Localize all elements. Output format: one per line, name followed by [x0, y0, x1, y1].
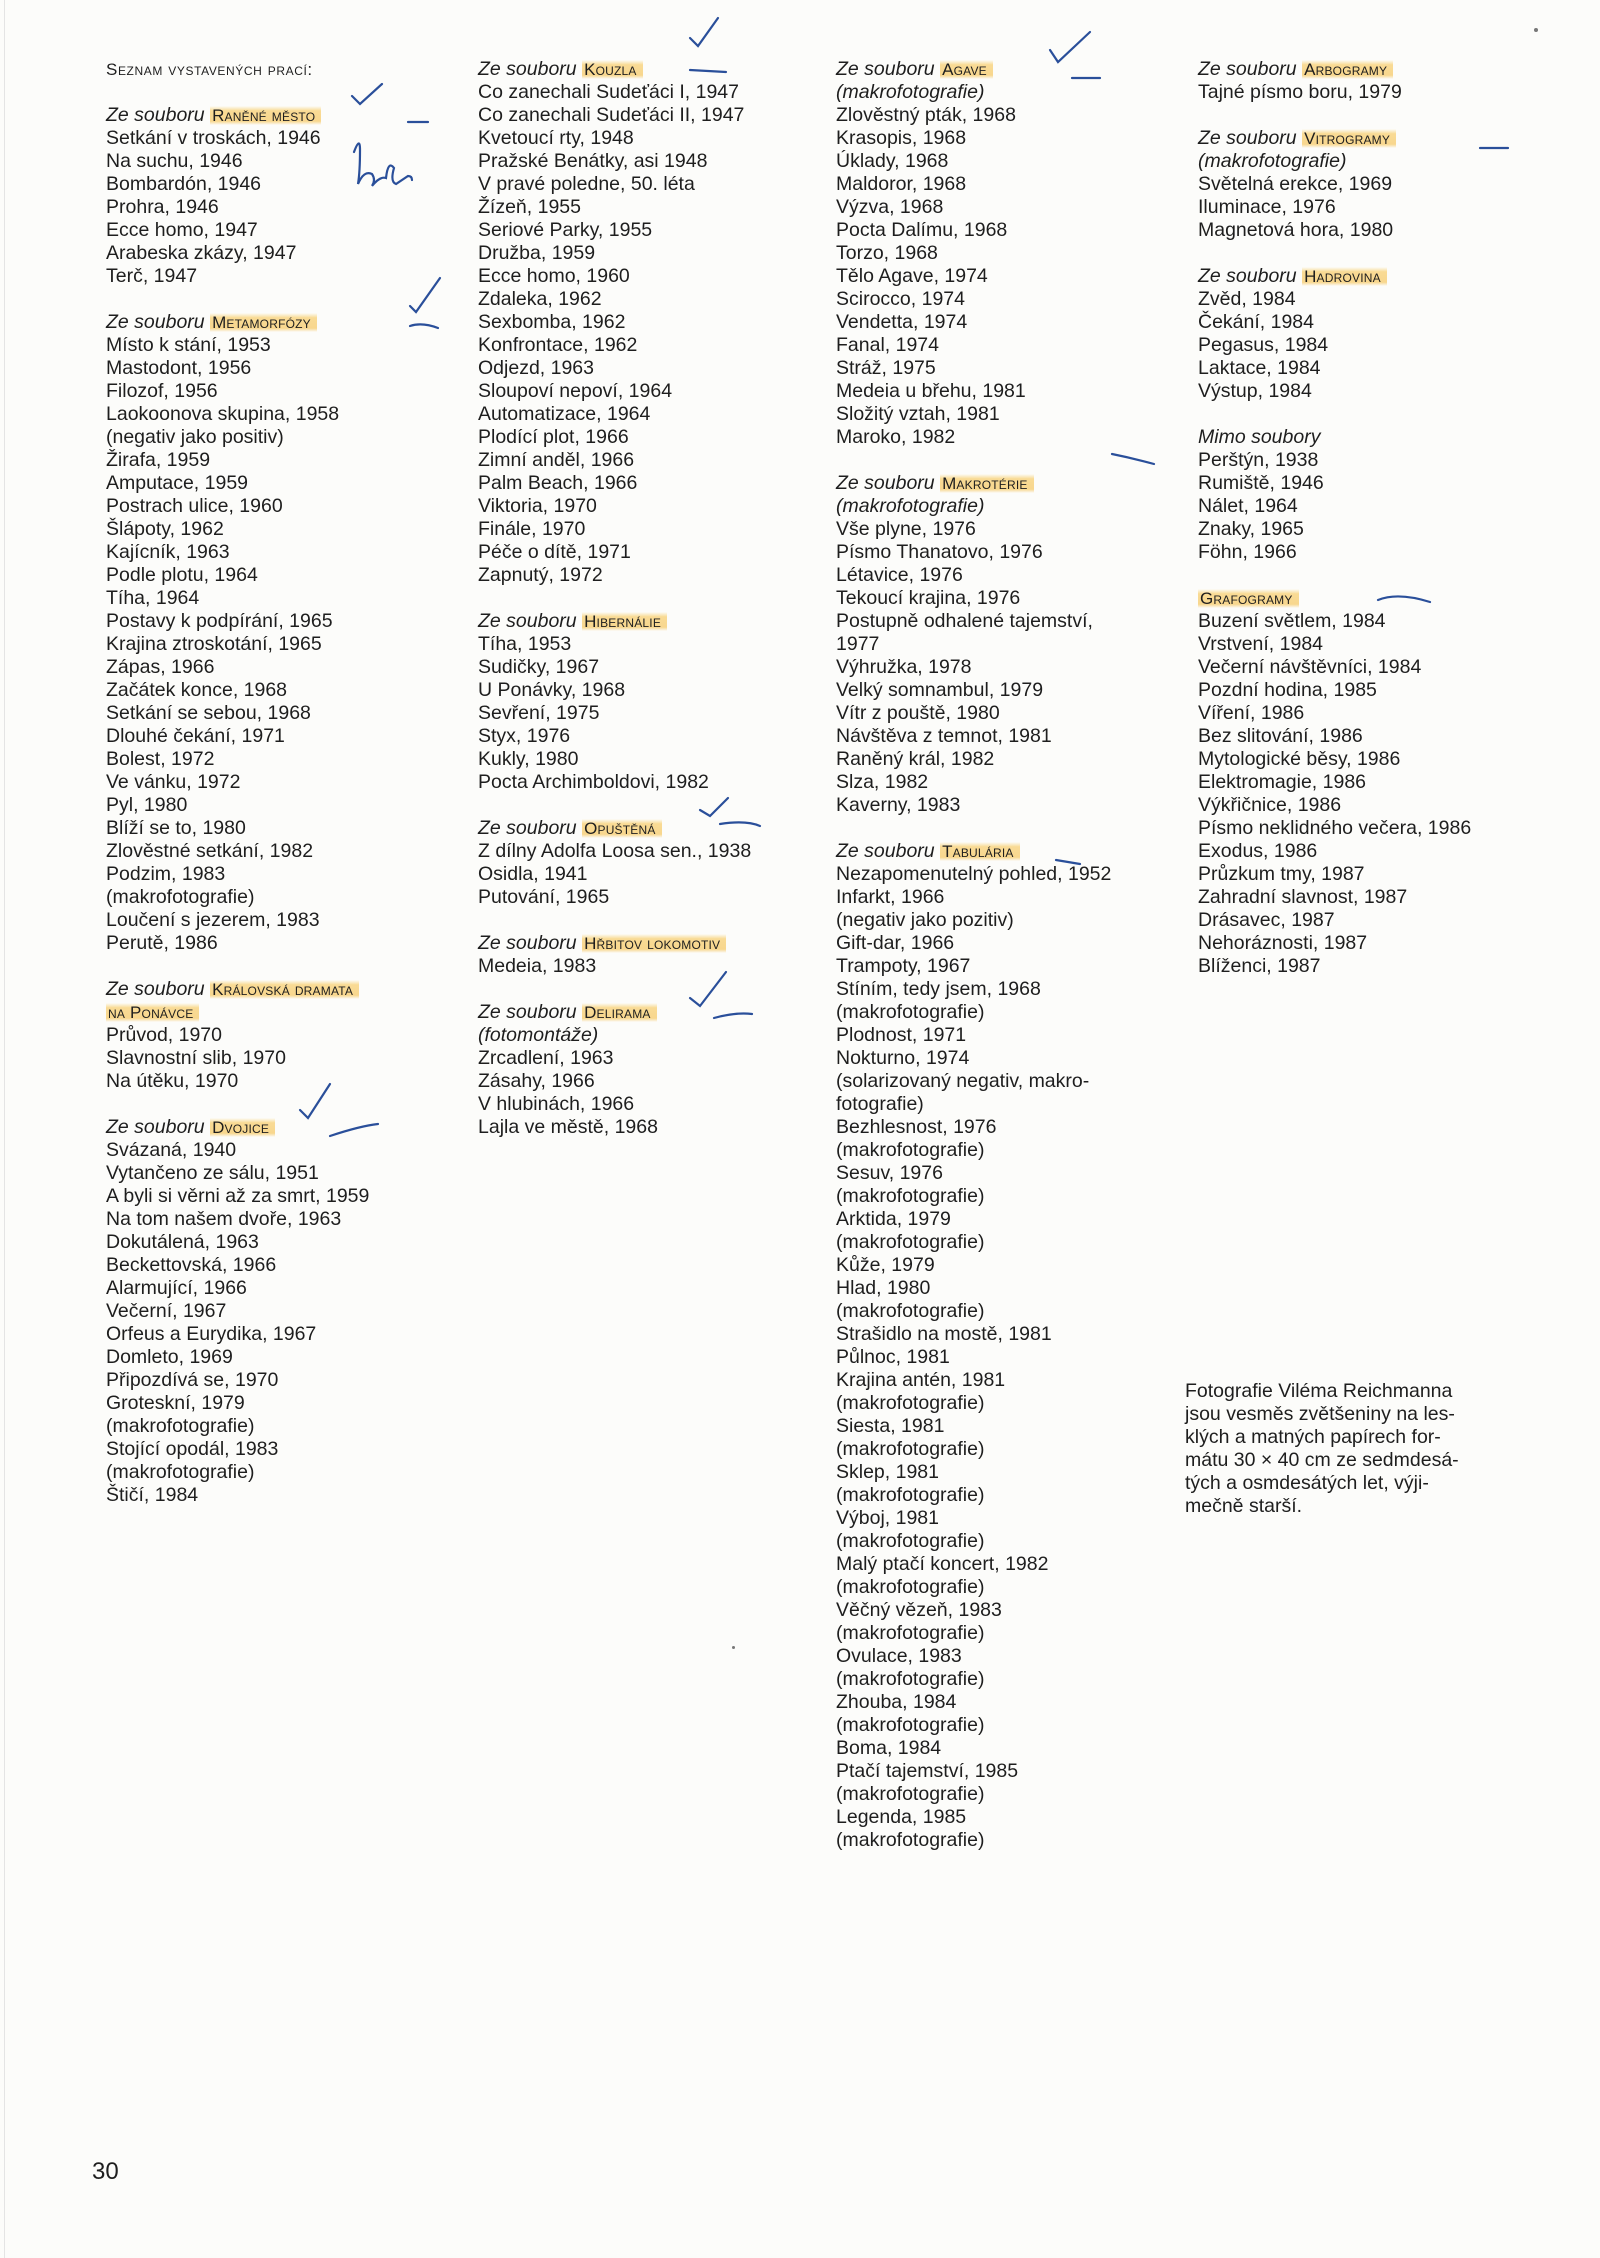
list-item: Loučení s jezerem, 1983: [106, 909, 320, 931]
list-item: (makrofotografie): [836, 1783, 985, 1805]
list-item: Stíním, tedy jsem, 1968: [836, 978, 1041, 1000]
list-item: Podle plotu, 1964: [106, 564, 258, 586]
list-item: Beckettovská, 1966: [106, 1254, 277, 1276]
section-opustena: [478, 817, 751, 909]
list-item: (makrofotografie): [836, 1530, 985, 1552]
section-name: Grafogramy: [1198, 589, 1299, 608]
list-item: (makrofotografie): [836, 1139, 985, 1161]
list-item: Zdaleka, 1962: [478, 288, 602, 310]
list-item: Tíha, 1953: [478, 633, 572, 655]
list-item: Ovulace, 1983: [836, 1645, 962, 1667]
dash-2: [410, 324, 438, 328]
section-dvojice: [106, 1116, 369, 1507]
list-item: Věčný vězeň, 1983: [836, 1599, 1002, 1621]
page-edge: [4, 0, 5, 2258]
list-item: Vítr z pouště, 1980: [836, 702, 1000, 724]
list-item: Sudičky, 1967: [478, 656, 600, 678]
list-item: Groteskní, 1979: [106, 1392, 245, 1414]
list-item: Amputace, 1959: [106, 472, 249, 494]
section-metamorfozy: [106, 311, 369, 955]
list-item: Výboj, 1981: [836, 1507, 939, 1529]
list-item: Laokoonova skupina, 1958: [106, 403, 340, 425]
section-prefix: Ze souboru: [836, 58, 941, 80]
list-item: Tajné písmo boru, 1979: [1198, 81, 1402, 103]
list-item: Medeia, 1983: [478, 955, 597, 977]
list-item: (makrofotografie): [836, 1185, 985, 1207]
section-name: Hřbitov lokomotiv: [582, 934, 726, 953]
section-prefix: Ze souboru: [1198, 265, 1303, 287]
list-item: Zlověstný pták, 1968: [836, 104, 1016, 126]
checkmark-2: [410, 278, 440, 312]
list-item: Tíha, 1964: [106, 587, 200, 609]
section-heading: [1198, 265, 1471, 288]
list-item: Slza, 1982: [836, 771, 929, 793]
section-prefix: Ze souboru: [836, 840, 941, 862]
section-hrbitov-lokomotiv: [478, 932, 751, 978]
section-name: Dvojice: [210, 1118, 275, 1137]
list-item: Putování, 1965: [478, 886, 610, 908]
list-item: Finále, 1970: [478, 518, 586, 540]
page-number: 30: [92, 2158, 119, 2185]
section-subtitle: (makrofotografie): [836, 81, 985, 103]
section-name: Raněné město: [210, 106, 321, 125]
list-item: Setkání se sebou, 1968: [106, 702, 311, 724]
section-prefix: Ze souboru: [478, 1001, 583, 1023]
list-item: (makrofotografie): [836, 1668, 985, 1690]
list-item: Ecce homo, 1960: [478, 265, 630, 287]
list-item: Seriové Parky, 1955: [478, 219, 653, 241]
list-item: Slavnostní slib, 1970: [106, 1047, 286, 1069]
section-name: Agave: [940, 60, 993, 79]
section-prefix: Ze souboru: [478, 817, 583, 839]
list-item: Podzim, 1983: [106, 863, 226, 885]
list-item: Elektromagie, 1986: [1198, 771, 1367, 793]
list-item: Prohra, 1946: [106, 196, 219, 218]
list-item: Večerní návštěvníci, 1984: [1198, 656, 1422, 678]
list-item: (makrofotografie): [836, 1300, 985, 1322]
list-item: Zvěd, 1984: [1198, 288, 1296, 310]
list-item: Výhružka, 1978: [836, 656, 972, 678]
footnote: [1185, 1380, 1459, 1518]
section-heading: [478, 1001, 751, 1024]
list-item: Nezapomenutelný pohled, 1952: [836, 863, 1112, 885]
list-item: Medeia u břehu, 1981: [836, 380, 1026, 402]
list-item: Žirafa, 1959: [106, 449, 211, 471]
list-item: Složitý vztah, 1981: [836, 403, 1000, 425]
section-heading: [106, 104, 369, 127]
section-name: Královská dramata: [210, 980, 359, 999]
section-hadrovina: [1198, 265, 1471, 403]
section-prefix: Ze souboru: [1198, 58, 1303, 80]
list-item: fotografie): [836, 1093, 924, 1115]
list-item: Šlápoty, 1962: [106, 518, 224, 540]
list-item: Zásahy, 1966: [478, 1070, 595, 1092]
list-item: Mytologické běsy, 1986: [1198, 748, 1401, 770]
list-item: Arabeska zkázy, 1947: [106, 242, 297, 264]
column-1-sections: [106, 104, 369, 1507]
list-item: Domleto, 1969: [106, 1346, 233, 1368]
section-hibernalie: [478, 610, 751, 794]
list-item: Lajla ve městě, 1968: [478, 1116, 658, 1138]
column-3: [836, 58, 1111, 1852]
list-item: Odjezd, 1963: [478, 357, 595, 379]
list-item: Orfeus a Eurydika, 1967: [106, 1323, 317, 1345]
list-item: Pyl, 1980: [106, 794, 188, 816]
list-item: Světelná erekce, 1969: [1198, 173, 1393, 195]
footnote-line: jsou vesměs zvětšeniny na les-: [1185, 1403, 1455, 1425]
list-item: Buzení světlem, 1984: [1198, 610, 1386, 632]
section-kouzla: [478, 58, 751, 587]
list-item: Blíženci, 1987: [1198, 955, 1321, 977]
list-item: Bez slitování, 1986: [1198, 725, 1363, 747]
list-item: Siesta, 1981: [836, 1415, 945, 1437]
list-item: Nálet, 1964: [1198, 495, 1298, 517]
list-item: Co zanechali Sudeťáci II, 1947: [478, 104, 745, 126]
list-item: Plodnost, 1971: [836, 1024, 967, 1046]
list-item: Zápas, 1966: [106, 656, 215, 678]
section-name: Makrotérie: [940, 474, 1034, 493]
section-heading: [106, 978, 369, 1001]
section-name: Opuštěná: [582, 819, 662, 838]
section-kralovska-dramata: [106, 978, 369, 1093]
section-name: Tabulária: [940, 842, 1020, 861]
list-item: Zapnutý, 1972: [478, 564, 603, 586]
list-item: Mastodont, 1956: [106, 357, 252, 379]
list-item: Kukly, 1980: [478, 748, 579, 770]
section-heading: [1198, 58, 1471, 81]
list-item: Družba, 1959: [478, 242, 596, 264]
list-item: (makrofotografie): [836, 1576, 985, 1598]
list-item: Tělo Agave, 1974: [836, 265, 988, 287]
list-item: Pozdní hodina, 1985: [1198, 679, 1377, 701]
list-item: Setkání v troskách, 1946: [106, 127, 321, 149]
footnote-line: klých a matných papírech for-: [1185, 1426, 1441, 1448]
section-heading: [836, 840, 1111, 863]
footnote-line: tých a osmdesátých let, výji-: [1185, 1472, 1429, 1494]
list-item: Filozof, 1956: [106, 380, 218, 402]
section-subtitle: (makrofotografie): [836, 495, 985, 517]
section-prefix: Ze souboru: [478, 58, 583, 80]
list-item: (negativ jako positiv): [106, 426, 284, 448]
list-item: Průzkum tmy, 1987: [1198, 863, 1365, 885]
list-item: Ecce homo, 1947: [106, 219, 258, 241]
column-4: [1198, 58, 1471, 978]
section-heading: [478, 932, 751, 955]
list-item: Zhouba, 1984: [836, 1691, 957, 1713]
list-item: Palm Beach, 1966: [478, 472, 638, 494]
list-title: Seznam vystavených prací:: [106, 60, 313, 79]
list-item: Písmo Thanatovo, 1976: [836, 541, 1043, 563]
list-item: Legenda, 1985: [836, 1806, 967, 1828]
speck-2: [732, 1646, 735, 1649]
section-prefix: Ze souboru: [836, 472, 941, 494]
list-item: (makrofotografie): [106, 1415, 255, 1437]
list-item: Na útěku, 1970: [106, 1070, 239, 1092]
list-item: Štičí, 1984: [106, 1484, 199, 1506]
section-name: Kouzla: [582, 60, 643, 79]
list-item: V hlubinách, 1966: [478, 1093, 635, 1115]
section-prefix: Ze souboru: [478, 610, 583, 632]
section-subtitle: (makrofotografie): [1198, 150, 1347, 172]
section-subtitle: (fotomontáže): [478, 1024, 599, 1046]
list-item: Nehoráznosti, 1987: [1198, 932, 1368, 954]
column-2: [478, 58, 751, 1139]
list-item: Terč, 1947: [106, 265, 198, 287]
list-item: Infarkt, 1966: [836, 886, 945, 908]
list-item: Tekoucí krajina, 1976: [836, 587, 1021, 609]
list-item: Malý ptačí koncert, 1982: [836, 1553, 1049, 1575]
list-item: Raněný král, 1982: [836, 748, 995, 770]
list-item: Blíží se to, 1980: [106, 817, 246, 839]
list-item: Úklady, 1968: [836, 150, 949, 172]
section-prefix: Ze souboru: [106, 978, 211, 1000]
footnote-line: mečně starší.: [1185, 1495, 1303, 1517]
list-item: Gift-dar, 1966: [836, 932, 955, 954]
section-heading: [478, 817, 751, 840]
list-item: Konfrontace, 1962: [478, 334, 638, 356]
section-mimo-soubory: [1198, 426, 1471, 564]
list-item: 1977: [836, 633, 880, 655]
list-item: Krajina antén, 1981: [836, 1369, 1006, 1391]
list-item: Strašidlo na mostě, 1981: [836, 1323, 1052, 1345]
list-item: (makrofotografie): [836, 1829, 985, 1851]
list-item: Zahradní slavnost, 1987: [1198, 886, 1408, 908]
list-item: Začátek konce, 1968: [106, 679, 288, 701]
list-item: Sexbomba, 1962: [478, 311, 626, 333]
list-item: (makrofotografie): [836, 1622, 985, 1644]
list-item: Hlad, 1980: [836, 1277, 931, 1299]
section-arbogramy: [1198, 58, 1471, 104]
list-item: Bombardón, 1946: [106, 173, 262, 195]
list-item: (makrofotografie): [106, 886, 255, 908]
section-heading: [836, 472, 1111, 495]
list-item: Bezhlesnost, 1976: [836, 1116, 997, 1138]
list-item: Na suchu, 1946: [106, 150, 243, 172]
list-item: Postavy k podpírání, 1965: [106, 610, 333, 632]
list-item: Pegasus, 1984: [1198, 334, 1329, 356]
section-name: Metamorfózy: [210, 313, 317, 332]
section-tabularia: [836, 840, 1111, 1852]
section-name: Delirama: [582, 1003, 657, 1022]
list-item: Návštěva z temnot, 1981: [836, 725, 1052, 747]
list-item: Stráž, 1975: [836, 357, 936, 379]
list-item: (makrofotografie): [836, 1392, 985, 1414]
list-item: Stojící opodál, 1983: [106, 1438, 279, 1460]
list-item: Sklep, 1981: [836, 1461, 939, 1483]
list-item: Žízeň, 1955: [478, 196, 581, 218]
list-item: Exodus, 1986: [1198, 840, 1318, 862]
list-item: Arktida, 1979: [836, 1208, 951, 1230]
list-item: Výzva, 1968: [836, 196, 944, 218]
section-name: Arbogramy: [1302, 60, 1393, 79]
list-item: Perštýn, 1938: [1198, 449, 1319, 471]
list-item: Magnetová hora, 1980: [1198, 219, 1394, 241]
list-item: Zrcadlení, 1963: [478, 1047, 614, 1069]
list-item: Víření, 1986: [1198, 702, 1305, 724]
list-item: Místo k stání, 1953: [106, 334, 271, 356]
section-heading: [1198, 587, 1471, 610]
list-item: Osidla, 1941: [478, 863, 588, 885]
section-name: Hibernálie: [582, 612, 667, 631]
list-item: Vše plyne, 1976: [836, 518, 976, 540]
list-item: Viktoria, 1970: [478, 495, 597, 517]
section-prefix: Ze souboru: [106, 311, 211, 333]
list-item: Dlouhé čekání, 1971: [106, 725, 285, 747]
section-heading: [1198, 127, 1471, 150]
section-name: Hadrovina: [1302, 267, 1387, 286]
checkmark-4: [690, 18, 718, 46]
section-heading: Mimo soubory: [1198, 426, 1321, 448]
list-item: Sevření, 1975: [478, 702, 600, 724]
list-item: Fanal, 1974: [836, 334, 939, 356]
list-item: Maroko, 1982: [836, 426, 956, 448]
list-item: Rumiště, 1946: [1198, 472, 1324, 494]
section-prefix: Ze souboru: [106, 1116, 211, 1138]
section-name: Vitrogramy: [1302, 129, 1396, 148]
list-item: Písmo neklidného večera, 1986: [1198, 817, 1472, 839]
dash-9: [1112, 454, 1154, 464]
section-ranene-mesto: [106, 104, 369, 288]
list-item: Kaverny, 1983: [836, 794, 961, 816]
section-prefix: Ze souboru: [106, 104, 211, 126]
list-item: Na tom našem dvoře, 1963: [106, 1208, 342, 1230]
section-heading: [836, 58, 1111, 81]
section-agave: [836, 58, 1111, 449]
list-item: (negativ jako pozitiv): [836, 909, 1014, 931]
list-item: Torzo, 1968: [836, 242, 938, 264]
list-item: Nokturno, 1974: [836, 1047, 970, 1069]
section-heading: [478, 610, 751, 633]
section-heading: [106, 1116, 369, 1139]
list-item: Létavice, 1976: [836, 564, 963, 586]
list-item: (makrofotografie): [836, 1714, 985, 1736]
section-vitrogramy: [1198, 127, 1471, 242]
footnote-line: mátu 30 × 40 cm ze sedmdesá-: [1185, 1449, 1459, 1471]
section-heading: [106, 1001, 369, 1024]
section-name: na Ponávce: [106, 1003, 199, 1022]
list-item: A byli si věrni až za smrt, 1959: [106, 1185, 370, 1207]
list-item: Ve vánku, 1972: [106, 771, 241, 793]
section-makroterie: [836, 472, 1111, 817]
list-item: Výkřičnice, 1986: [1198, 794, 1342, 816]
list-item: (makrofotografie): [836, 1231, 985, 1253]
list-item: Laktace, 1984: [1198, 357, 1321, 379]
list-item: Postrach ulice, 1960: [106, 495, 283, 517]
section-grafogramy: [1198, 587, 1471, 978]
section-heading: [106, 311, 369, 334]
list-item: U Ponávky, 1968: [478, 679, 626, 701]
list-item: Péče o dítě, 1971: [478, 541, 631, 563]
list-item: Krajina ztroskotání, 1965: [106, 633, 322, 655]
list-item: Pocta Dalímu, 1968: [836, 219, 1008, 241]
list-item: Postupně odhalené tajemství,: [836, 610, 1093, 632]
section-prefix: Ze souboru: [1198, 127, 1303, 149]
list-item: V pravé poledne, 50. léta: [478, 173, 695, 195]
list-item: Iluminace, 1976: [1198, 196, 1336, 218]
list-item: Vrstvení, 1984: [1198, 633, 1324, 655]
list-item: Trampoty, 1967: [836, 955, 971, 977]
list-item: Průvod, 1970: [106, 1024, 223, 1046]
list-item: Sloupoví nepoví, 1964: [478, 380, 673, 402]
list-item: Svázaná, 1940: [106, 1139, 237, 1161]
list-item: Půlnoc, 1981: [836, 1346, 950, 1368]
footnote-line: Fotografie Viléma Reichmanna: [1185, 1380, 1453, 1402]
list-item: Boma, 1984: [836, 1737, 942, 1759]
list-item: Co zanechali Sudeťáci I, 1947: [478, 81, 739, 103]
list-item: Plodící plot, 1966: [478, 426, 629, 448]
list-item: Kvetoucí rty, 1948: [478, 127, 634, 149]
list-item: Pražské Benátky, asi 1948: [478, 150, 708, 172]
list-item: Dokutálená, 1963: [106, 1231, 259, 1253]
list-item: Výstup, 1984: [1198, 380, 1312, 402]
section-prefix: Ze souboru: [478, 932, 583, 954]
list-item: Krasopis, 1968: [836, 127, 967, 149]
section-heading: [478, 58, 751, 81]
list-item: Čekání, 1984: [1198, 311, 1315, 333]
list-item: Alarmující, 1966: [106, 1277, 247, 1299]
list-item: Automatizace, 1964: [478, 403, 651, 425]
list-item: (makrofotografie): [836, 1438, 985, 1460]
list-item: Vendetta, 1974: [836, 311, 968, 333]
list-item: Kajícník, 1963: [106, 541, 230, 563]
list-item: Sesuv, 1976: [836, 1162, 943, 1184]
list-item: (makrofotografie): [836, 1001, 985, 1023]
list-item: (makrofotografie): [836, 1484, 985, 1506]
list-item: Velký somnambul, 1979: [836, 679, 1044, 701]
list-item: Bolest, 1972: [106, 748, 215, 770]
list-item: Z dílny Adolfa Loosa sen., 1938: [478, 840, 752, 862]
list-item: Znaky, 1965: [1198, 518, 1304, 540]
list-item: Styx, 1976: [478, 725, 571, 747]
list-item: Večerní, 1967: [106, 1300, 227, 1322]
list-item: (solarizovaný negativ, makro-: [836, 1070, 1090, 1092]
list-item: Drásavec, 1987: [1198, 909, 1335, 931]
section-delirama: [478, 1001, 751, 1139]
list-item: Zlověstné setkání, 1982: [106, 840, 314, 862]
list-item: (makrofotografie): [106, 1461, 255, 1483]
speck-1: [1534, 28, 1538, 32]
list-item: Pocta Archimboldovi, 1982: [478, 771, 709, 793]
list-item: Zimní anděl, 1966: [478, 449, 635, 471]
list-item: Vytančeno ze sálu, 1951: [106, 1162, 319, 1184]
list-item: Föhn, 1966: [1198, 541, 1297, 563]
list-item: Perutě, 1986: [106, 932, 218, 954]
list-item: Kůže, 1979: [836, 1254, 935, 1276]
list-item: Maldoror, 1968: [836, 173, 967, 195]
list-item: Scirocco, 1974: [836, 288, 965, 310]
column-1: [106, 58, 369, 1507]
list-item: Připozdívá se, 1970: [106, 1369, 279, 1391]
list-item: Ptačí tajemství, 1985: [836, 1760, 1019, 1782]
